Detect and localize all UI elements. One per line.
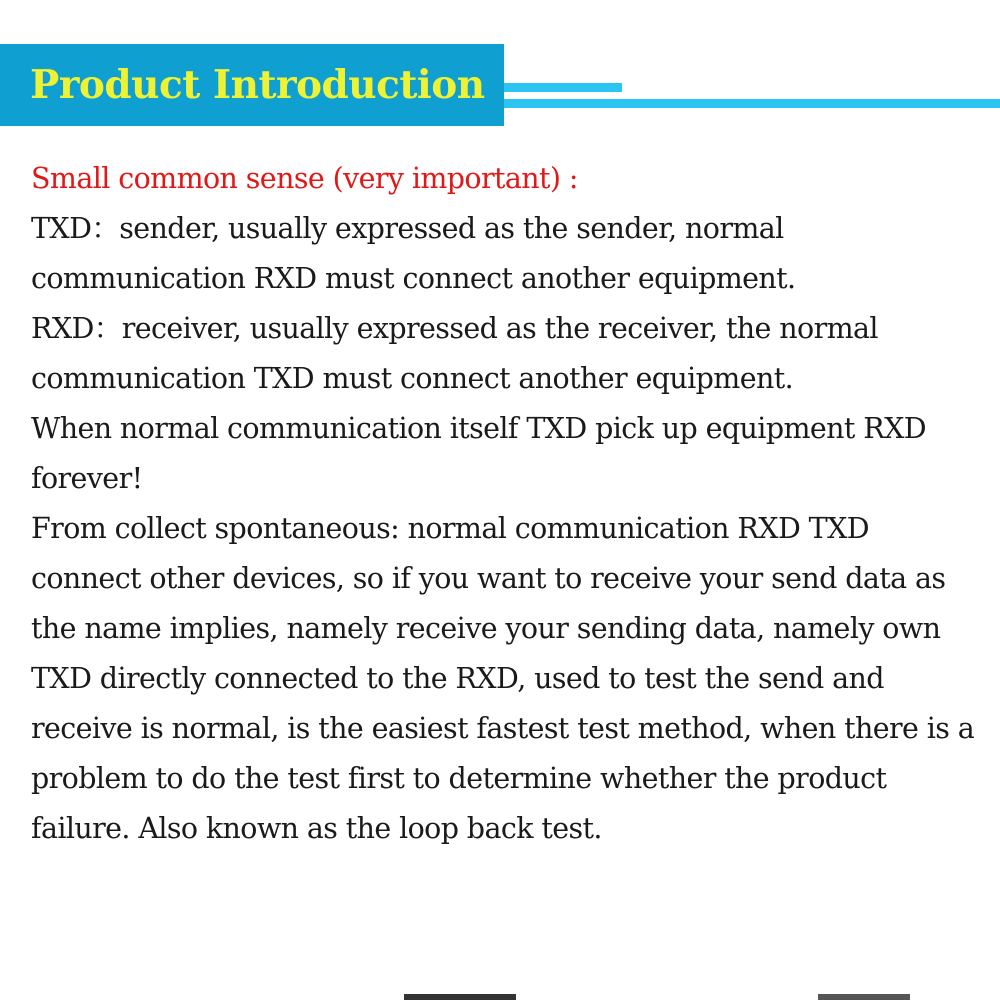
header-accent-line-long (504, 99, 1000, 108)
note-heading: Small common sense (very important) : (31, 162, 578, 195)
paragraph-txd: TXD：sender, usually expressed as the sender, normal communication RXD must connect another equipment. (31, 212, 796, 295)
paragraph-rxd: RXD：receiver, usually expressed as the receiver, the normal communication TXD must connect another equipment. (31, 312, 878, 395)
page-title: Product Introduction (30, 62, 485, 108)
header-accent-line-short (504, 83, 622, 92)
header-banner (0, 44, 504, 126)
bottom-image-edge-right (818, 994, 910, 1000)
bottom-image-edge-left (404, 994, 516, 1000)
product-description (31, 154, 986, 854)
paragraph-normal-communication: When normal communication itself TXD pick up equipment RXD forever! (31, 412, 927, 495)
paragraph-loop-back-test: From collect spontaneous: normal communication RXD TXD connect other devices, so if you want to receive your send data as the name implies, namely receive your sending data, namely own TXD directly connected to the RXD, used to test the send and receive is normal, is the easiest fastest test method, when there is a problem to do the test first to determine whether the product failure. Also known as the loop back test. (31, 512, 975, 845)
